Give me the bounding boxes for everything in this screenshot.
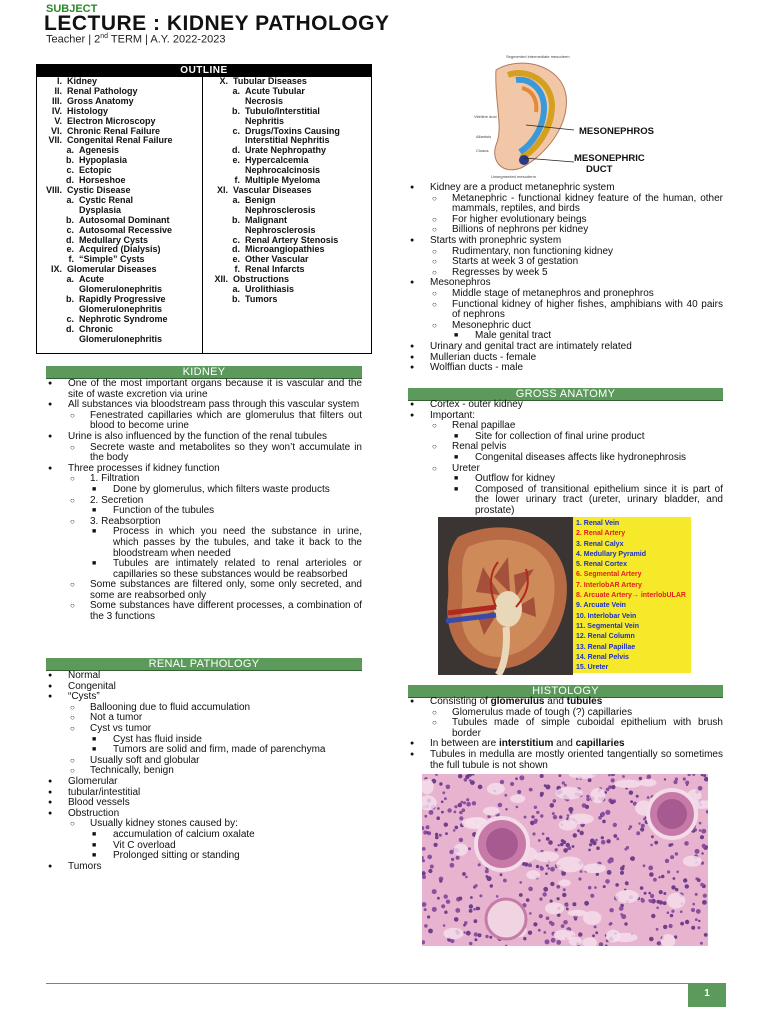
outline-item-number: XI.: [216, 184, 228, 195]
outline-item-label: Electron Microscopy: [67, 115, 156, 126]
outline-item-label: Vascular Diseases: [233, 184, 312, 195]
outline-item-label: Gross Anatomy: [67, 95, 134, 106]
outline-heading: OUTLINE: [37, 65, 371, 77]
bullet-item: ● Starts with pronephric system: [408, 236, 723, 247]
outline-item-label: Medullary Cysts: [79, 234, 149, 245]
section-gross-anatomy-header: GROSS ANATOMY: [408, 388, 723, 401]
outline-item-number: a.: [66, 194, 74, 205]
bullet-item: ● Blood vessels: [46, 798, 362, 809]
label-mesonephric: MESONEPHRIC: [574, 153, 645, 164]
outline-item-number: [203, 226, 245, 236]
bullet-item: ■ Vit C overload: [46, 841, 362, 852]
outline-item: [203, 226, 373, 236]
outline-item-label: Autosomal Recessive: [79, 224, 173, 235]
outline-item-number: f.: [234, 264, 240, 275]
outline-item-label: Chronic: [79, 323, 114, 334]
outline-item-label: Horseshoe: [79, 175, 126, 186]
outline-item-number: VII.: [48, 135, 62, 146]
outline-item-number: I.: [56, 76, 62, 86]
teacher-term-line: [46, 33, 225, 46]
outline-item-label: Ectopic: [79, 165, 112, 176]
outline-item-label: Drugs/Toxins Causing: [245, 125, 340, 136]
outline-item-label: Tubular Diseases: [233, 76, 307, 86]
outline-box: [36, 64, 372, 354]
outline-item-number: d.: [66, 175, 74, 186]
kidney-cross-section-photo: [438, 517, 573, 675]
outline-item-label: Acquired (Dialysis): [79, 244, 161, 255]
bullet-item: ○ Regresses by week 5: [408, 268, 723, 279]
outline-item-number: e.: [66, 244, 74, 255]
bullet-item: ○ Not a tumor: [46, 713, 362, 724]
outline-item-label: Glomerulonephritis: [79, 303, 163, 314]
legend-item: 15. Ureter: [576, 664, 609, 672]
outline-item-number: V.: [54, 115, 62, 126]
bullet-item: ○ Cyst vs tumor: [46, 724, 362, 735]
bullet-item: ■ Prolonged sitting or standing: [46, 851, 362, 862]
outline-item-number: a.: [66, 274, 74, 285]
subject-label: SUBJECT: [46, 3, 98, 15]
legend-item: 5. Renal Cortex: [576, 561, 627, 569]
bullet-item: ■ Function of the tubules: [46, 506, 362, 517]
bullet-item: ○ Mesonephric duct: [408, 321, 723, 332]
outline-item-label: Glomerulonephritis: [79, 333, 163, 344]
legend-item: 6. Segmental Artery: [576, 571, 642, 579]
outline-item-label: Glomerulonephritis: [79, 284, 163, 295]
outline-item-label: Dysplasia: [79, 204, 122, 215]
outline-item-number: XII.: [214, 274, 228, 285]
outline-item-label: Nephrocalcinosis: [245, 165, 321, 176]
svg-text:Cloaca: Cloaca: [476, 148, 489, 153]
outline-item-label: Nephrosclerosis: [245, 224, 316, 235]
outline-item: [37, 265, 202, 275]
outline-item-number: d.: [232, 244, 240, 255]
bullet-item: ● tubular/intestitial: [46, 788, 362, 799]
outline-item-label: Hypercalcemia: [245, 155, 309, 166]
outline-item-number: d.: [66, 323, 74, 334]
outline-item-number: a.: [232, 284, 240, 295]
bullet-item: ○ Technically, benign: [46, 766, 362, 777]
bullet-item: ○ Fenestrated capillaries which are glomerulus that filters out blood to become urine: [46, 411, 362, 432]
bullet-item: ○ Glomerulus made of tough (?) capillaries: [408, 708, 723, 719]
bullet-item: ○ Middle stage of metanephros and pronephros: [408, 289, 723, 300]
outline-item: [203, 87, 373, 97]
outline-item-label: Nephrosclerosis: [245, 204, 316, 215]
bullet-item: ● Urinary and genital tract are intimately related: [408, 342, 723, 353]
outline-item: [37, 335, 202, 345]
bullet-item: ● Three processes if kidney function: [46, 464, 362, 475]
outline-item-label: Autosomal Dominant: [79, 214, 170, 225]
bullet-item: ● Important:: [408, 411, 723, 422]
bullet-item: ○ Secrete waste and metabolites so they won’t accumulate in the body: [46, 443, 362, 464]
outline-item-label: Obstructions: [233, 274, 290, 285]
bullet-item: ○ Renal pelvis: [408, 442, 723, 453]
bullet-item: ○ Billions of nephrons per kidney: [408, 225, 723, 236]
bullet-item: ○ Usually soft and globular: [46, 756, 362, 767]
outline-item: [203, 295, 373, 305]
outline-item-number: e.: [232, 254, 240, 265]
outline-item-number: b.: [232, 293, 240, 304]
bullet-item: ● Normal: [46, 671, 362, 682]
legend-item: 1. Renal Vein: [576, 520, 620, 527]
outline-item-label: Cystic Renal: [79, 194, 134, 205]
page-number: 1: [688, 983, 726, 1007]
bullet-item: ■ Composed of transitional epithelium since it is part of the lower urinary tract (ureter, urinary bladder, and prostate): [408, 485, 723, 517]
outline-item-label: Microangiopathies: [245, 244, 325, 255]
svg-text:Allantois: Allantois: [476, 134, 492, 139]
renal-pathology-notes: [46, 671, 362, 872]
bullet-item: ○ Functional kidney of higher fishes, amphibians with 40 pairs of nephrons: [408, 300, 723, 321]
outline-item-label: Interstitial Nephritis: [245, 135, 330, 146]
outline-item: [37, 315, 202, 325]
embryology-notes: [408, 183, 723, 374]
outline-item-number: c.: [66, 165, 74, 176]
outline-item-label: Other Vascular: [245, 254, 309, 265]
svg-text:Unsegmented mesoderm: Unsegmented mesoderm: [491, 174, 536, 179]
outline-item-label: Agenesis: [79, 145, 120, 156]
outline-item-number: b.: [66, 155, 74, 166]
outline-item-label: Glomerular Diseases: [67, 264, 157, 275]
outline-item-label: Acute Tubular: [245, 85, 305, 96]
page-title: LECTURE : KIDNEY PATHOLOGY: [44, 12, 390, 35]
legend-item: 11. Segmental Vein: [576, 622, 640, 630]
outline-item-label: Urolithiasis: [245, 284, 295, 295]
bullet-item: ○ Renal papillae: [408, 421, 723, 432]
outline-item-number: c.: [232, 234, 240, 245]
bullet-item: ○ 3. Reabsorption: [46, 517, 362, 528]
bullet-item: ○ Ureter: [408, 464, 723, 475]
bullet-item: ○ Some substances have different processes, a combination of the 3 functions: [46, 601, 362, 622]
bullet-item: ○ Some substances are filtered only, some only secreted, and some are reabsorbed only: [46, 580, 362, 601]
bullet-item: ○ Ballooning due to fluid accumulation: [46, 703, 362, 714]
outline-item-number: d.: [66, 234, 74, 245]
bullet-item: ● Consisting of glomerulus and tubules: [408, 697, 723, 708]
embryo-mesonephros-diagram: [466, 50, 576, 182]
section-kidney-header: KIDNEY: [46, 366, 362, 379]
outline-column-left: [37, 77, 203, 353]
bullet-item: ● Mullerian ducts - female: [408, 353, 723, 364]
bullet-item: ■ accumulation of calcium oxalate: [46, 830, 362, 841]
outline-item-label: Benign: [245, 194, 276, 205]
outline-item-label: Nephritis: [245, 115, 285, 126]
outline-item-label: Renal Artery Stenosis: [245, 234, 339, 245]
footer-line: [46, 983, 726, 984]
bullet-item: ○ Rudimentary, non functioning kidney: [408, 247, 723, 258]
histology-micrograph: [422, 774, 708, 946]
bullet-item: ■ Tumors are solid and firm, made of parenchyma: [46, 745, 362, 756]
bullet-item: ● Tumors: [46, 862, 362, 873]
bullet-item: ○ Metanephric - functional kidney feature of the human, other mammals, reptiles, and birds: [408, 194, 723, 215]
bullet-item: ● Kidney are a product metanephric system: [408, 183, 723, 194]
outline-item-label: Malignant: [245, 214, 287, 225]
outline-item-number: b.: [66, 293, 74, 304]
outline-item-number: VI.: [50, 125, 62, 136]
section-histology-header: HISTOLOGY: [408, 685, 723, 698]
outline-item: [37, 156, 202, 166]
legend-item: 12. Renal Column: [576, 633, 635, 641]
outline-item-number: e.: [232, 155, 240, 166]
legend-item: 7. InterlobAR Artery: [576, 581, 642, 589]
outline-item-label: Cystic Disease: [67, 184, 131, 195]
bullet-item: ○ For higher evolutionary beings: [408, 215, 723, 226]
outline-item-label: “Simple” Cysts: [79, 254, 145, 265]
outline-item-number: a.: [66, 145, 74, 156]
outline-item-number: b.: [232, 214, 240, 225]
outline-column-right: [203, 77, 373, 353]
outline-item-number: [37, 335, 79, 345]
bullet-item: ● Tubules in medulla are mostly oriented tangentially so sometimes the full tubule is not shown: [408, 750, 723, 771]
outline-item: [37, 226, 202, 236]
outline-item: [203, 107, 373, 117]
bullet-item: ■ Done by glomerulus, which filters waste products: [46, 485, 362, 496]
outline-item-label: Rapidly Progressive: [79, 293, 166, 304]
outline-item-number: c.: [66, 224, 74, 235]
outline-item-label: Multiple Myeloma: [245, 175, 321, 186]
gross-anatomy-notes: [408, 400, 723, 517]
bullet-item: ■ Process in which you need the substance in urine, which passes by the tubules, and take it back to the bloodstream when needed: [46, 527, 362, 559]
outline-item: [203, 206, 373, 216]
bullet-item: ■ Site for collection of final urine product: [408, 432, 723, 443]
legend-item: 4. Medullary Pyramid: [576, 550, 647, 558]
bullet-item: ● One of the most important organs because it is vascular and the site of waste excretion via urine: [46, 379, 362, 400]
legend-item: 9. Arcuate Vein: [576, 602, 626, 610]
bullet-item: ○ 1. Filtration: [46, 474, 362, 485]
outline-item-number: d.: [232, 145, 240, 156]
outline-item-number: a.: [232, 194, 240, 205]
outline-item-number: c.: [66, 313, 74, 324]
legend-item: 14. Renal Pelvis: [576, 653, 629, 661]
outline-item-label: Tumors: [245, 293, 278, 304]
legend-item: 10. Interlobar Vein: [576, 612, 637, 620]
section-renal-pathology-header: RENAL PATHOLOGY: [46, 658, 362, 671]
bullet-item: ● Mesonephros: [408, 278, 723, 289]
outline-item-label: Hypoplasia: [79, 155, 128, 166]
label-mesonephros: MESONEPHROS: [579, 126, 654, 137]
bullet-item: ■ Tubules are intimately related to renal arterioles or capillaries so these substances would be reabsorbed: [46, 559, 362, 580]
bullet-item: ● Glomerular: [46, 777, 362, 788]
outline-item-label: Kidney: [67, 76, 98, 86]
bullet-item: ○ Usually kidney stones caused by:: [46, 819, 362, 830]
bullet-item: ● Congenital: [46, 682, 362, 693]
outline-item-number: VIII.: [45, 184, 62, 195]
outline-item-label: Necrosis: [245, 95, 284, 106]
bullet-item: ● Urine is also influenced by the function of the renal tubules: [46, 432, 362, 443]
outline-item-label: Urate Nephropathy: [245, 145, 327, 156]
outline-item-label: Acute: [79, 274, 105, 285]
bullet-item: ● Obstruction: [46, 809, 362, 820]
bullet-item: ● Cortex - outer kidney: [408, 400, 723, 411]
outline-item-number: X.: [219, 76, 228, 86]
legend-item: 8. Arcuate Artery→ interlobULAR: [576, 592, 686, 600]
outline-item-number: c.: [232, 125, 240, 136]
term-text: TERM | A.Y. 2022-2023: [108, 33, 226, 46]
outline-item-number: b.: [66, 214, 74, 225]
bullet-item: ○ Starts at week 3 of gestation: [408, 257, 723, 268]
bullet-item: ■ Cyst has fluid inside: [46, 735, 362, 746]
outline-item-label: Renal Infarcts: [245, 264, 305, 275]
outline-item-number: f.: [68, 254, 74, 265]
legend-item: 13. Renal Papillae: [576, 643, 636, 651]
kidney-legend: [573, 517, 691, 673]
outline-item-number: IV.: [51, 105, 62, 116]
outline-item-label: Chronic Renal Failure: [67, 125, 161, 136]
outline-item-number: III.: [51, 95, 62, 106]
bullet-item: ● Wolffian ducts - male: [408, 363, 723, 374]
bullet-item: ■ Outflow for kidney: [408, 474, 723, 485]
outline-item-number: IX.: [50, 264, 62, 275]
kidney-notes: [46, 379, 362, 623]
outline-item-number: b.: [232, 105, 240, 116]
term-superscript: nd: [100, 33, 109, 40]
outline-item: [203, 285, 373, 295]
svg-text:Vitelline duct: Vitelline duct: [474, 114, 497, 119]
outline-item-number: f.: [234, 175, 240, 186]
legend-item: 3. Renal Calyx: [576, 540, 624, 548]
bullet-item: ■ Male genital tract: [408, 331, 723, 342]
legend-item: 2. Renal Artery: [576, 530, 626, 538]
bullet-item: ● In between are interstitium and capillaries: [408, 739, 723, 750]
outline-item-label: Congenital Renal Failure: [67, 135, 173, 146]
teacher-text: Teacher | 2: [46, 33, 101, 46]
outline-item-label: Renal Pathology: [67, 85, 138, 96]
outline-item-number: a.: [232, 85, 240, 96]
bullet-item: ● “Cysts”: [46, 692, 362, 703]
outline-item-label: Tubulo/Interstitial: [245, 105, 320, 116]
outline-item-number: II.: [54, 85, 62, 96]
bullet-item: ○ Tubules made of simple cuboidal epithelium with brush border: [408, 718, 723, 739]
svg-text:Segmented intermediate mesoder: Segmented intermediate mesoderm: [506, 54, 570, 59]
bullet-item: ■ Congenital diseases affects like hydronephrosis: [408, 453, 723, 464]
outline-item-label: Histology: [67, 105, 109, 116]
bullet-item: ○ 2. Secretion: [46, 496, 362, 507]
bullet-item: ● All substances via bloodstream pass through this vascular system: [46, 400, 362, 411]
outline-item: [37, 136, 202, 146]
histology-notes: [408, 697, 723, 771]
outline-item: [203, 186, 373, 196]
outline-item-label: Nephrotic Syndrome: [79, 313, 168, 324]
label-duct: DUCT: [586, 164, 613, 175]
